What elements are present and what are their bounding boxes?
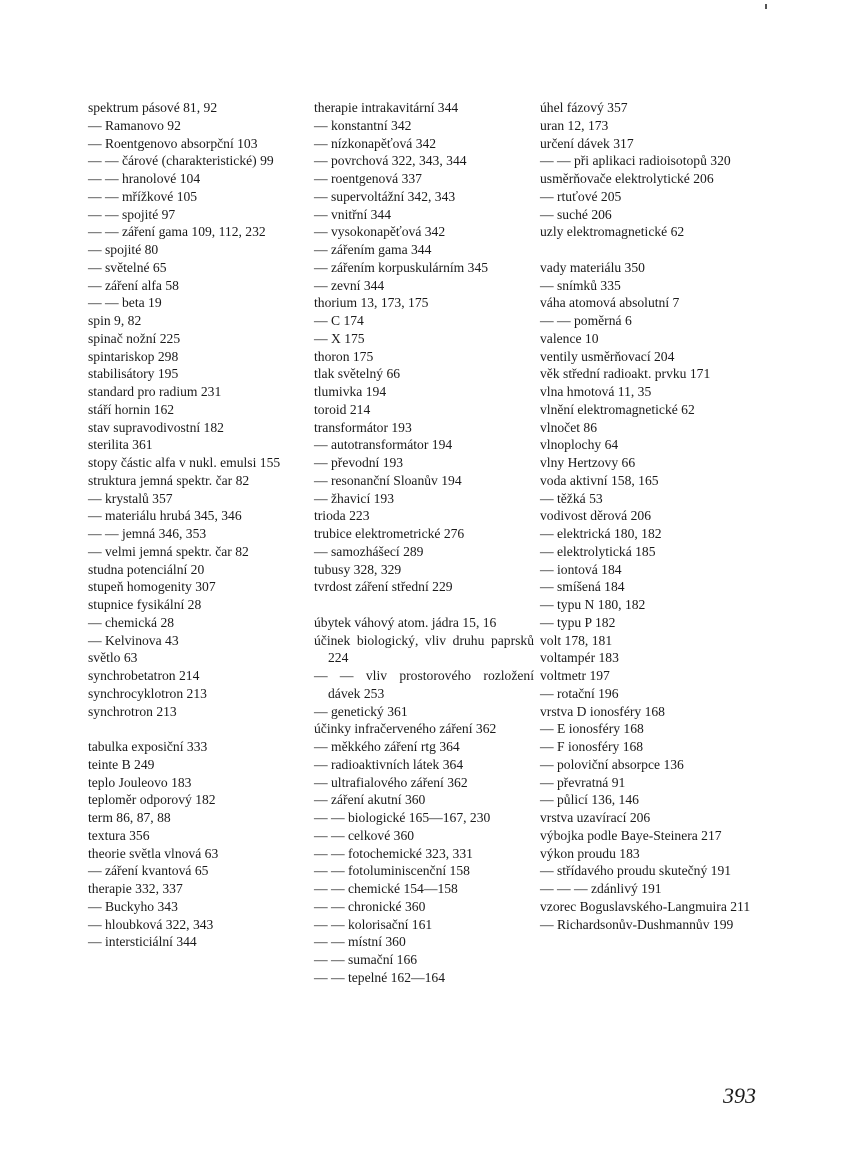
index-entry: spinač nožní 225 [88, 330, 181, 346]
index-entry: stupnice fysikální 28 [88, 597, 202, 612]
index-entry: tubusy 328, 329 [314, 561, 402, 577]
index-entry: uran 12, 173 [540, 117, 609, 133]
index-entry: určení dávek 317 [540, 135, 634, 151]
index-entry: — — hranolové 104 [88, 171, 201, 186]
index-entry: — záření kvantová 65 [88, 863, 209, 879]
index-entry: vlna hmotová 11, 35 [540, 384, 652, 399]
index-entry: — Ramanovo 92 [88, 117, 181, 133]
index-entry: — poloviční absorpce 136 [540, 756, 684, 772]
index-entry: — konstantní 342 [314, 117, 412, 133]
index-entry: — — tepelné 162—164 [314, 969, 446, 985]
index-entry: valence 10 [540, 330, 599, 346]
index-entry: — — při aplikaci radioisotopů 320 [540, 153, 731, 169]
index-entry: — vysokonapěťová 342 [314, 224, 446, 240]
index-entry: — — celkové 360 [314, 827, 415, 843]
index-entry: — vnitřní 344 [314, 206, 392, 222]
index-entry: úbytek váhový atom. jádra 15, 16 [314, 614, 497, 630]
index-entry: usměrňovače elektrolytické 206 [540, 171, 714, 186]
index-entry: — resonanční Sloanův 194 [314, 472, 462, 488]
index-entry: — těžká 53 [540, 490, 603, 506]
index-entry: tabulka exposiční 333 [88, 739, 208, 754]
scan-artifact [765, 4, 767, 9]
index-entry: — iontová 184 [540, 561, 622, 577]
index-entry: — — — zdánlivý 191 [540, 881, 662, 896]
index-entry: voda aktivní 158, 165 [540, 472, 659, 488]
index-entry: účinek biologický, vliv druhu paprsků 224 [314, 632, 534, 666]
index-entry: voltampér 183 [540, 650, 619, 666]
index-entry: — spojité 80 [88, 242, 159, 257]
index-entry: — — fotoluminiscenční 158 [314, 863, 470, 879]
index-entry: — záření akutní 360 [314, 792, 426, 808]
index-entry: — F ionosféry 168 [540, 739, 644, 754]
index-entry: uzly elektromagnetické 62 [540, 224, 685, 240]
index-entry: synchrobetatron 214 [88, 668, 200, 683]
index-entry: — E ionosféry 168 [540, 721, 644, 737]
index-entry: výbojka podle Baye-Steinera 217 [540, 827, 722, 843]
index-entry: sterilita 361 [88, 437, 153, 453]
index-entry: — záření alfa 58 [88, 277, 179, 293]
index-entry: — snímků 335 [540, 277, 621, 293]
index-entry: — zářením korpuskulárním 345 [314, 259, 489, 275]
section-gap [314, 596, 534, 614]
index-entry: thoron 175 [314, 348, 374, 364]
index-entry: — — místní 360 [314, 934, 406, 950]
index-entry: teploměr odporový 182 [88, 792, 216, 808]
index-entry: — — vliv prostorového rozložení dávek 253 [314, 668, 534, 701]
index-entry: — zevní 344 [314, 277, 385, 293]
index-entry: výkon proudu 183 [540, 845, 640, 861]
index-entry: — — poměrná 6 [540, 313, 632, 328]
index-entry: stopy částic alfa v nukl. emulsi 155 [88, 455, 281, 470]
index-entry: — elektrolytická 185 [540, 543, 656, 559]
index-entry: stav supravodivostní 182 [88, 419, 224, 435]
index-entry: — převodní 193 [314, 455, 404, 470]
index-entry: — Richardsonův-Dushmannův 199 [540, 916, 734, 932]
index-column-1 [88, 99, 310, 951]
index-entry: — ultrafialového záření 362 [314, 774, 468, 790]
index-entry: — — beta 19 [88, 295, 162, 311]
index-entry: therapie 332, 337 [88, 881, 183, 896]
index-entry: — žhavicí 193 [314, 490, 395, 506]
index-entry: volt 178, 181 [540, 632, 613, 648]
index-entry: — — chemické 154—158 [314, 881, 458, 896]
index-entry: stupeň homogenity 307 [88, 579, 216, 595]
index-entry: toroid 214 [314, 401, 371, 417]
index-entry: studna potenciální 20 [88, 561, 205, 577]
index-entry: spin 9, 82 [88, 313, 142, 328]
index-entry: — typu N 180, 182 [540, 597, 646, 612]
index-entry: standard pro radium 231 [88, 384, 222, 399]
index-entry: — suché 206 [540, 206, 612, 222]
index-entry: — intersticiální 344 [88, 934, 197, 950]
index-entry: — střídavého proudu skutečný 191 [540, 863, 732, 879]
index-entry: — X 175 [314, 330, 365, 346]
index-entry: vodivost děrová 206 [540, 508, 652, 524]
index-entry: úhel fázový 357 [540, 100, 628, 115]
index-entry: — převratná 91 [540, 774, 626, 790]
index-entry: term 86, 87, 88 [88, 810, 171, 825]
section-gap [88, 720, 310, 738]
index-entry: theorie světla vlnová 63 [88, 845, 219, 861]
index-entry: vlnoplochy 64 [540, 437, 619, 453]
index-entry: — — mřížkové 105 [88, 188, 198, 204]
index-entry: — — záření gama 109, 112, 232 [88, 224, 266, 240]
index-entry: — samozhášecí 289 [314, 543, 424, 559]
index-entry: vlnění elektromagnetické 62 [540, 401, 695, 417]
index-entry: — Buckyho 343 [88, 898, 178, 914]
index-entry: světlo 63 [88, 650, 138, 666]
index-entry: stáří hornin 162 [88, 401, 175, 417]
index-entry: věk střední radioakt. prvku 171 [540, 366, 711, 382]
index-entry: synchrocyklotron 213 [88, 685, 207, 701]
index-entry: spintariskop 298 [88, 348, 179, 364]
index-entry: thorium 13, 173, 175 [314, 295, 429, 311]
index-entry: vlny Hertzovy 66 [540, 455, 636, 470]
index-entry: — — sumační 166 [314, 952, 418, 967]
index-entry: vady materiálu 350 [540, 259, 645, 275]
index-entry: vrstva uzavírací 206 [540, 810, 651, 825]
index-entry: — nízkonapěťová 342 [314, 135, 437, 151]
index-column-2 [314, 99, 534, 987]
index-entry: struktura jemná spektr. čar 82 [88, 472, 250, 488]
index-entry: — hloubková 322, 343 [88, 916, 214, 932]
index-entry: — autotransformátor 194 [314, 437, 453, 453]
index-entry: synchrotron 213 [88, 703, 177, 719]
index-entry: trubice elektrometrické 276 [314, 526, 465, 541]
index-entry: — rotační 196 [540, 685, 619, 701]
index-entry: — rtuťové 205 [540, 188, 622, 204]
index-entry: spektrum pásové 81, 92 [88, 100, 218, 115]
index-entry: — — chronické 360 [314, 898, 426, 914]
index-entry: váha atomová absolutní 7 [540, 295, 680, 311]
index-entry: transformátor 193 [314, 419, 412, 435]
index-entry: — typu P 182 [540, 614, 616, 630]
index-entry: vrstva D ionosféry 168 [540, 703, 665, 719]
index-entry: textura 356 [88, 827, 150, 843]
index-entry: — — spojité 97 [88, 206, 176, 222]
index-entry: — Kelvinova 43 [88, 632, 179, 648]
index-entry: stabilisátory 195 [88, 366, 179, 382]
index-entry: — — jemná 346, 353 [88, 526, 207, 541]
section-gap [540, 241, 762, 259]
index-entry: — C 174 [314, 313, 364, 328]
index-entry: — roentgenová 337 [314, 171, 422, 186]
index-entry: — velmi jemná spektr. čar 82 [88, 543, 249, 559]
index-entry: účinky infračerveného záření 362 [314, 721, 497, 737]
index-entry: — světelné 65 [88, 259, 167, 275]
index-entry: — genetický 361 [314, 703, 408, 719]
index-entry: — — fotochemické 323, 331 [314, 845, 473, 861]
index-entry: voltmetr 197 [540, 668, 610, 683]
index-entry: therapie intrakavitární 344 [314, 100, 459, 115]
index-entry: trioda 223 [314, 508, 370, 524]
page-number: 393 [723, 1083, 756, 1108]
index-entry: — elektrická 180, 182 [540, 526, 662, 541]
index-entry: — krystalů 357 [88, 490, 173, 506]
index-entry: — měkkého záření rtg 364 [314, 739, 460, 754]
index-entry: — povrchová 322, 343, 344 [314, 153, 467, 169]
index-entry: — materiálu hrubá 345, 346 [88, 508, 242, 524]
index-entry: — zářením gama 344 [314, 242, 432, 257]
index-column-3 [540, 99, 762, 933]
index-entry: — radioaktivních látek 364 [314, 756, 464, 772]
index-entry: — Roentgenovo absorpční 103 [88, 135, 258, 151]
index-entry: — — čárové (charakteristické) 99 [88, 153, 274, 169]
index-entry: tlumivka 194 [314, 384, 387, 399]
index-entry: teplo Jouleovo 183 [88, 774, 192, 790]
index-entry: vzorec Boguslavského-Langmuira 211 [540, 898, 751, 914]
index-entry: teinte B 249 [88, 756, 155, 772]
index-entry: — — biologické 165—167, 230 [314, 810, 491, 825]
index-entry: — supervoltážní 342, 343 [314, 188, 456, 204]
index-entry: tvrdost záření střední 229 [314, 579, 453, 595]
index-entry: — chemická 28 [88, 614, 175, 630]
index-entry: tlak světelný 66 [314, 366, 401, 382]
index-entry: — půlicí 136, 146 [540, 792, 639, 808]
index-entry: ventily usměrňovací 204 [540, 348, 675, 364]
index-entry: — smíšená 184 [540, 579, 625, 595]
index-entry: — — kolorisační 161 [314, 916, 433, 932]
index-entry: vlnočet 86 [540, 419, 598, 435]
